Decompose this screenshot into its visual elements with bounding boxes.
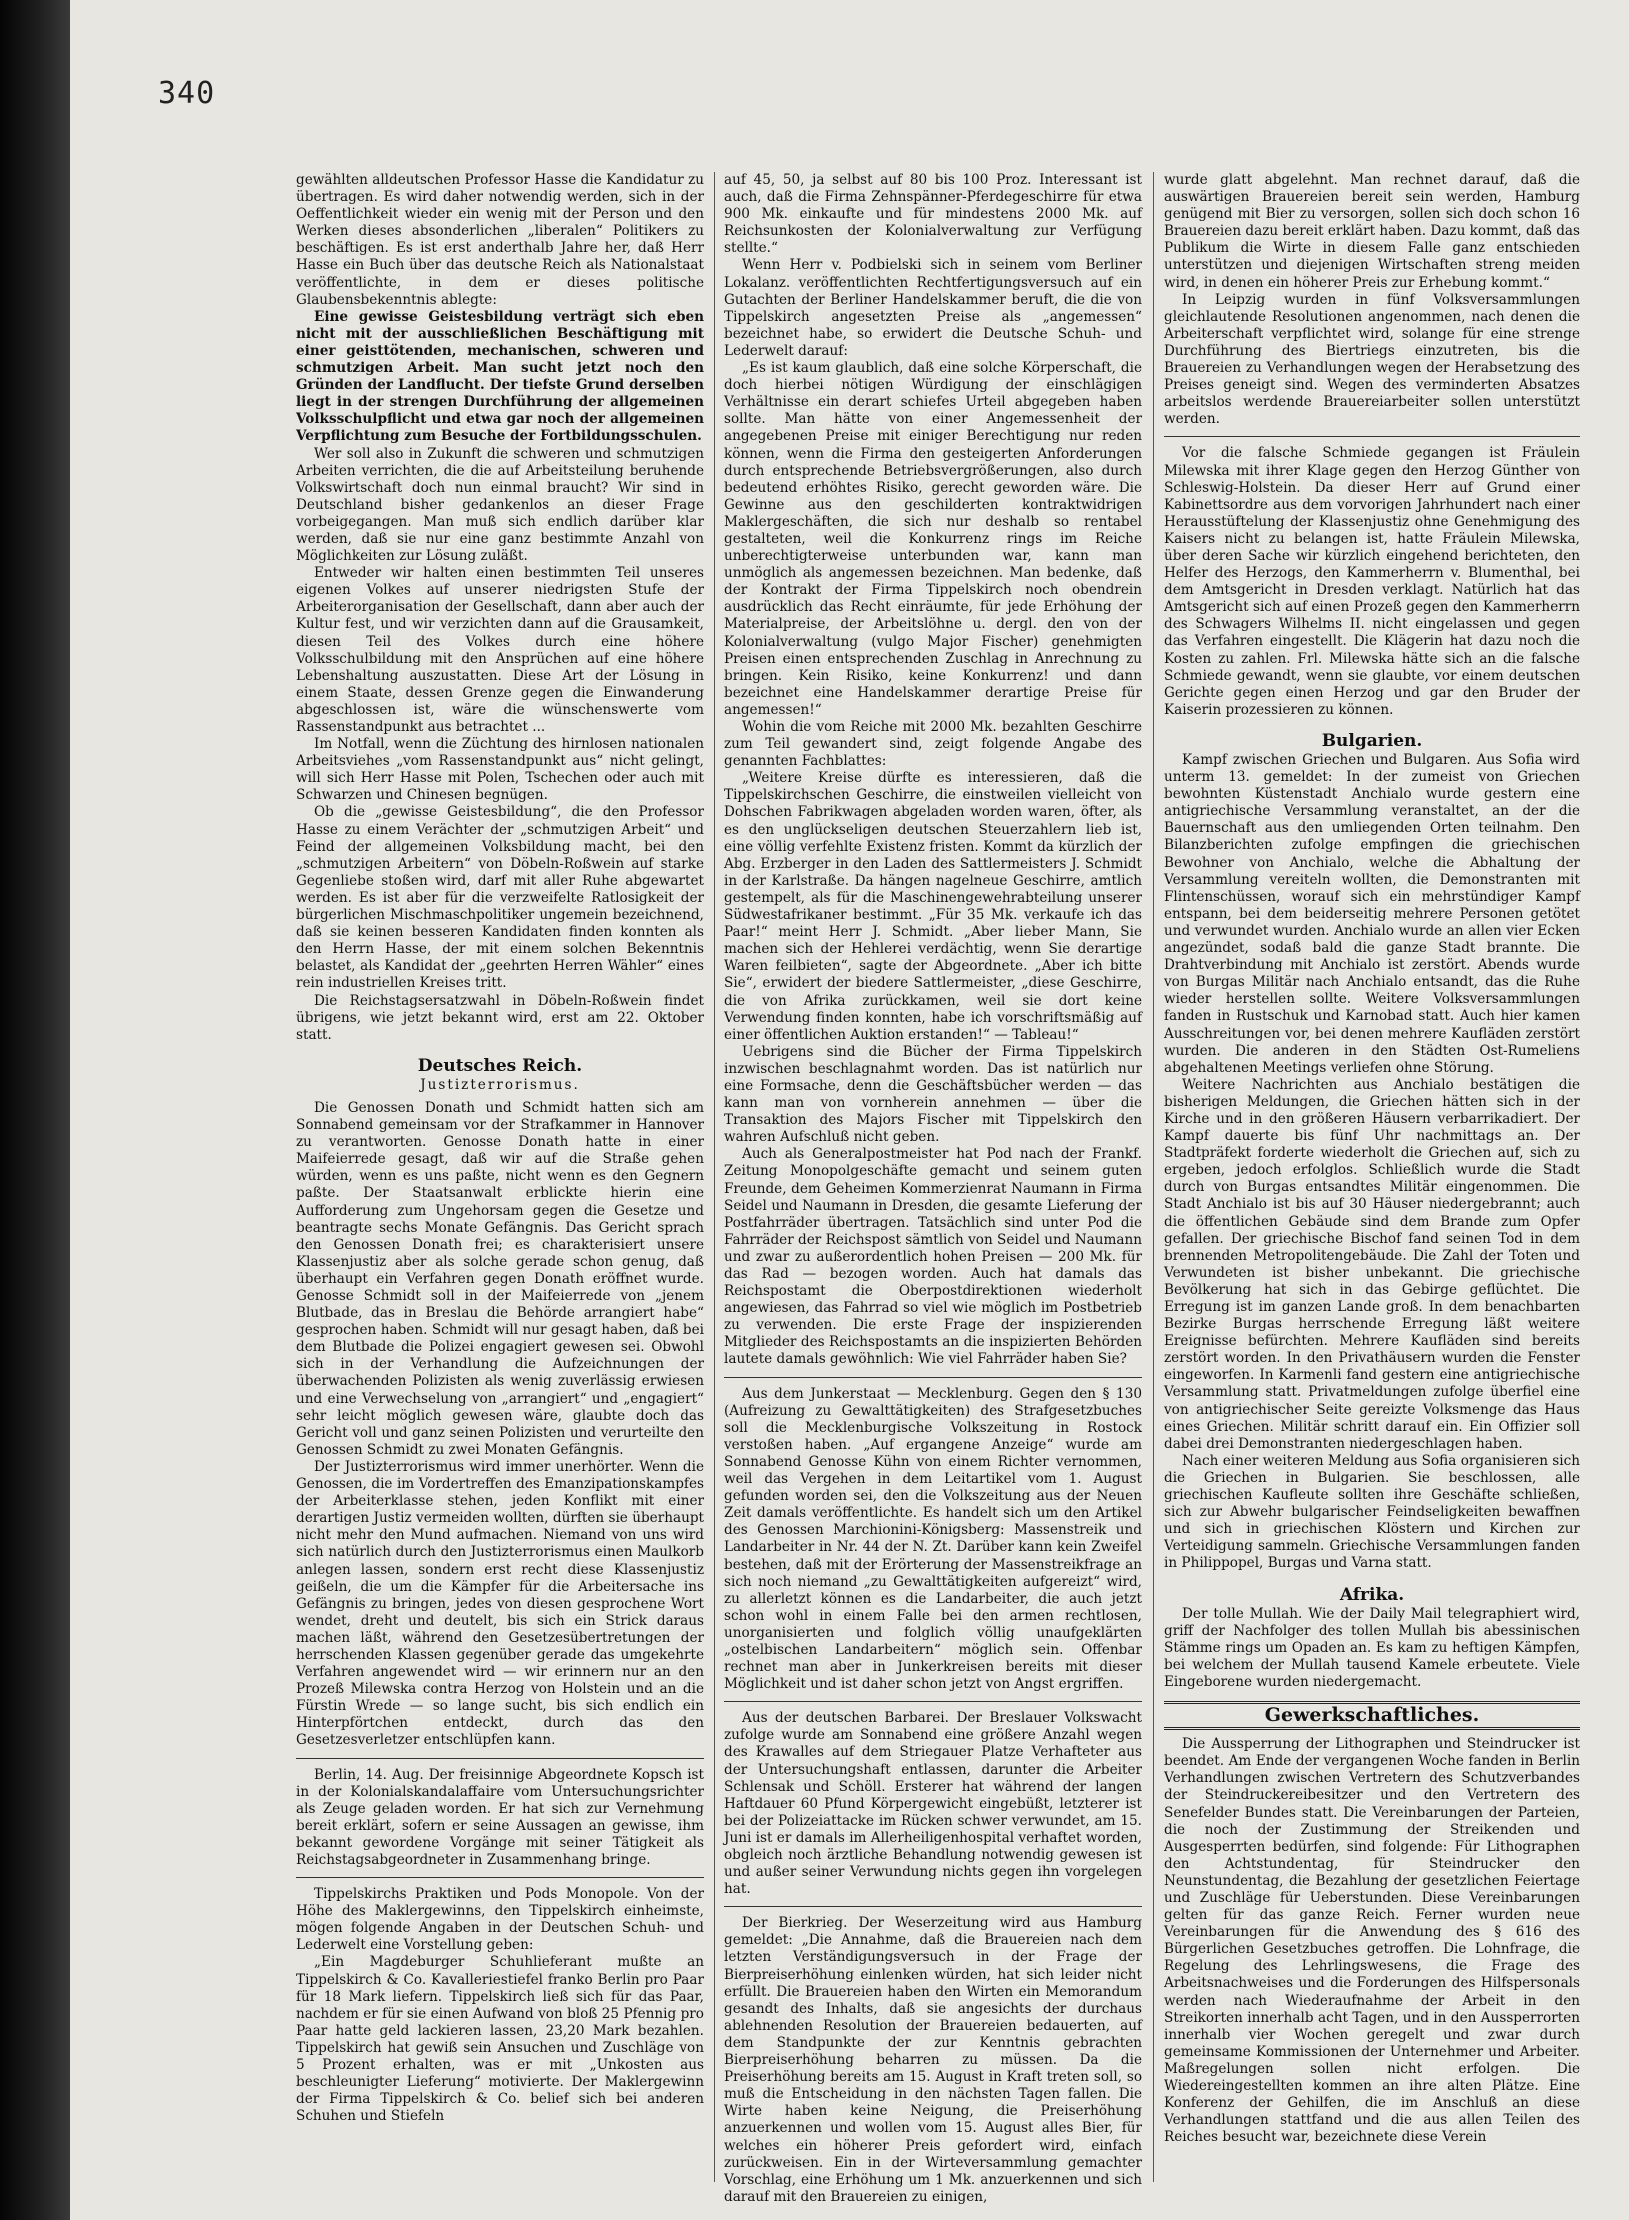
paragraph: Die Aussperrung der Lithographen und Steindrucker ist beendet. Am Ende der vergangenen Woche fanden in Berlin Verhandlungen zwischen Vertretern des Schutzverbandes der Steindruckereibesitzer und den Vertretern des Senefelder Bundes statt. Die Vereinbarungen der Parteien, die noch der Zustimmung der Streikenden und Ausgesperrten bedürfen, sind folgende: Für Lithographen den Achtstundentag, für Steindrucker den Neunstundentag, die Bezahlung der gesetzlichen Feiertage und Zuschläge für Ueberstunden. Diese Vereinbarungen gelten für das ganze Reich. Ferner wurden neue Vereinbarungen für die Anwendung des § 616 des Bürgerlichen Gesetzbuches getroffen. Die Lohnfrage, die Regelung des Lehrlingswesens, die Frage des Arbeitsnachweises und die Forderungen des Hilfspersonals werden nach Wiederaufnahme der Arbeit in den Streikorten innerhalb acht Tagen, und in den Aussperrorten innerhalb vier Wochen geregelt und zwar durch gemeinsame Kommissionen der Unternehmer und Arbeiter. Maßregelungen sollen nicht erfolgen. Die Wiedereingestellten kommen an ihre alten Plätze. Eine Konferenz der Gehilfen, die im Anschluß an diese Verhandlungen stattfand und die aus allen Teilen des Reiches besucht war, bezeichnete diese Verein xyxy=(1164,1736,1580,2146)
quote-paragraph: Wer soll also in Zukunft die schweren und schmutzigen Arbeiten verrichten, die die auf Arbeitsteilung beruhende Volkswirtschaft doch nun einmal braucht? Wir sind in Deutschland bisher gedankenlos an dieser Frage vorbeigegangen. Man muß sich endlich darüber klar werden, daß sie nur eine ganz bestimmte Anzahl von Möglichkeiten zur Lösung zuläßt. xyxy=(296,445,704,565)
paragraph: Wohin die vom Reiche mit 2000 Mk. bezahlten Geschirre zum Teil gewandert sind, zeigt folgende Angabe des genannten Fachblattes: xyxy=(724,719,1142,770)
paragraph: Uebrigens sind die Bücher der Firma Tippelskirch inzwischen beschlagnahmt worden. Das ist natürlich nur eine Formsache, denn die Geschäftsbücher werden — das kann man von vornherein annehmen — über die Transaktion des Majors Fischer mit Tippelskirch den wahren Aufschluß nicht geben. xyxy=(724,1043,1142,1146)
column-rule-2 xyxy=(1153,172,1154,2182)
separator xyxy=(296,1877,704,1878)
paragraph: Ob die „gewisse Geistesbildung“, die den Professor Hasse zu einem Verächter der „schmutzigen Arbeit“ und Feind der allgemeinen Volksbildung macht, bei den „schmutzigen Arbeitern“ von Döbeln-Roßwein auf starke Gegenliebe stoßen wird, darf mit aller Ruhe abgewartet werden. Es ist aber für die verzweifelte Ratlosigkeit der bürgerlichen Mischmaschpolitiker ungemein bezeichnend, daß sie keinen besseren Kandidaten finden konnten als den Herrn Hasse, der mit einem solchen Bekenntnis belastet, als Kandidat der „geehrten Herren Wähler“ eines rein industriellen Kreises tritt. xyxy=(296,804,704,992)
paragraph: Aus dem Junkerstaat — Mecklenburg. Gegen den § 130 (Aufreizung zu Gewalttätigkeiten) des Strafgesetzbuches soll die Mecklenburgische Volkszeitung in Rostock verstoßen haben. „Auf ergangene Anzeige“ wurde am Sonnabend Genosse Kühn von einem Richter vernommen, weil das Vergehen in dem Leitartikel vom 1. August gefunden worden sei, den die Volkszeitung aus der Neuen Zeit damals veröffentlichte. Es handelt sich um den Artikel des Genossen Marchionini-Königsberg: Massenstreik und Landarbeiter in Nr. 44 der N. Zt. Darüber kann kein Zweifel bestehen, daß mit der Erörterung der Massenstreikfrage an sich noch niemand „zu Gewalttätigkeiten aufgereizt“ wird, zu allerletzt können es die Landarbeiter, die auch jetzt schon wohl in einem Falle bei den armen rechtlosen, unorganisierten und folglich völlig unaufgeklärten „ostelbischen Landarbeitern“ möglich sein. Offenbar rechnet man aber in Junkerkreisen bereits mit dieser Möglichkeit und ist daher schon jetzt von Angst ergriffen. xyxy=(724,1385,1142,1693)
quote-paragraph: Eine gewisse Geistesbildung verträgt sich eben nicht mit der ausschließlichen Beschäftigung mit einer geisttötenden, mechanischen, schweren und schmutzigen Arbeit. Man sucht jetzt noch den Gründen der Landflucht. Der tiefste Grund derselben liegt in der strengen Durchführung der allgemeinen Volksschulpflicht und etwa gar noch der allgemeinen Verpflichtung zum Besuche der Fortbildungsschulen. xyxy=(296,308,704,445)
separator xyxy=(724,1377,1142,1378)
paragraph: Der tolle Mullah. Wie der Daily Mail telegraphiert wird, griff der Nachfolger des tollen Mullah bis abessinischen Stämme rings um Opaden an. Es kam zu heftigen Kämpfen, bei welchem der Mullah tausend Kamele erbeutete. Viele Eingeborene wurden niedergemacht. xyxy=(1164,1605,1580,1690)
section-heading-gewerkschaftliches: Gewerkschaftliches. xyxy=(1164,1701,1580,1730)
separator xyxy=(1164,436,1580,437)
paragraph: Der Bierkrieg. Der Weserzeitung wird aus Hamburg gemeldet: „Die Annahme, daß die Brauereien nach dem letzten Verständigungsversuch in der Frage der Bierpreiserhöhung einlenken würden, hat sich leider nicht erfüllt. Die Brauereien haben den Wirten ein Memorandum gesandt des Inhalts, daß sie angesichts der durchaus ablehnenden Resolution der Brauereien bedauerten, auf dem Standpunkte der zur Kenntnis gebrachten Bierpreiserhöhung beharren zu müssen. Da die Preiserhöhung bereits am 15. August in Kraft treten soll, so muß die Entscheidung in den nächsten Tagen fallen. Die Wirte haben keine Neigung, die Preiserhöhung anzuerkennen und wollen vom 15. August alles Bier, für welches ein höherer Preis gefordert wird, einfach zurückweisen. Ein in der Wirteversammlung gemachter Vorschlag, eine Erhöhung um 1 Mk. anzuerkennen und sich darauf mit den Brauereien zu einigen, xyxy=(724,1915,1142,2205)
section-heading-afrika: Afrika. xyxy=(1339,1584,1405,1605)
paragraph: Im Notfall, wenn die Züchtung des hirnlosen nationalen Arbeitsviehes „vom Rassenstandpunkt aus“ nicht gelingt, will sich Herr Hasse mit Polen, Tschechen oder auch mit Schwarzen und Chinesen begnügen. xyxy=(296,736,704,804)
separator xyxy=(724,1701,1142,1702)
paragraph: Auch als Generalpostmeister hat Pod nach der Frankf. Zeitung Monopolgeschäfte gemacht und seinem guten Freunde, dem Geheimen Kommerzienrat Naumann in Firma Seidel und Naumann in Dresden, die gesamte Lieferung der Postfahrräder übertragen. Tatsächlich sind unter Pod die Fahrräder der Reichspost sämtlich von Seidel und Naumann und zwar zu außerordentlich hohen Preisen — 200 Mk. für das Rad — bezogen worden. Auch hat damals das Reichspostamt die Oberpostdirektionen wiederholt angewiesen, das Fahrrad so viel wie möglich im Postbetrieb zu verwenden. Die erste Frage der inspizierenden Mitglieder des Reichspostamts an die inspizierten Behörden lautete damals gewöhnlich: Wie viel Fahrräder haben Sie? xyxy=(724,1146,1142,1368)
paragraph: Vor die falsche Schmiede gegangen ist Fräulein Milewska mit ihrer Klage gegen den Herzog Günther von Schleswig-Holstein. Da dieser Herr auf Grund einer Kabinettsordre aus dem vorvorigen Jahrhundert nach einer Herausstüftelung der Klassenjustiz ohne Genehmigung des Kaisers nicht zu belangen ist, hatte Fräulein Milewska, über deren Sache wir kürzlich eingehend berichteten, den Helfer des Herzogs, den Kammerherrn v. Blumenthal, bei dem Amtsgericht in Dresden verklagt. Natürlich hat das Amtsgericht sich auf einen Prozeß gegen den Kammerherrn des Schwagers Wilhelms II. nicht eingelassen und gegen das Verfahren eingestellt. Die Klägerin hat dazu noch die Kosten zu zahlen. Frl. Milewska hätte sich an die falsche Schmiede gewandt, wenn sie glaubte, vor einem deutschen Gerichte gegen einen Herzog und gar den Bruder der Kaiserin prozessieren zu können. xyxy=(1164,445,1580,718)
page-number: 340 xyxy=(158,76,216,111)
book-binding-edge xyxy=(0,0,70,2220)
paragraph: auf 45, 50, ja selbst auf 80 bis 100 Proz. Interessant ist auch, daß die Firma Zehnspänner-Pferdegeschirre für etwa 900 Mk. einkaufte und für mindestens 2000 Mk. auf Reichsunkosten der Kolonialverwaltung zur Verfügung stellte.“ xyxy=(724,172,1142,257)
quote-paragraph: „Ein Magdeburger Schuhlieferant mußte an Tippelskirch & Co. Kavalleriestiefel franko Berlin pro Paar für 18 Mark liefern. Tippelskirch ließ sich für das Paar, nachdem er für sie einen Aufwand von bloß 25 Pfennig pro Paar hatte geld lackieren lassen, 23,20 Mark bezahlen. Tippelskirch hat gewiß sein Ansuchen und Zuschläge von 5 Prozent erhalten, was er mit „Unkosten aus beschleunigter Lieferung“ motivierte. Der Maklergewinn der Firma Tippelskirch & Co. belief sich bei anderen Schuhen und Stiefeln xyxy=(296,1954,704,2125)
paragraph: Kampf zwischen Griechen und Bulgaren. Aus Sofia wird unterm 13. gemeldet: In der zumeist von Griechen bewohnten Küstenstadt Anchialo wurde gestern eine antigriechische Versammlung veranstaltet, an der die Bauernschaft aus den umliegenden Orten teilnahm. Den Bilanzberichten zufolge empfingen die griechischen Bewohner von Anchialo, welche die Abhaltung der Versammlung vereiteln wollten, die Demonstranten mit Flintenschüssen, worauf sich ein mehrstündiger Kampf entspann, bei dem beiderseitig mehrere Personen getötet und verwundet wurden. Anchialo wurde an allen vier Ecken angezündet, sodaß bald die ganze Stadt brannte. Die Drahtverbindung mit Anchialo ist zerstört. Abends wurde von Burgas Militär nach Anchialo entsandt, das die Ruhe wieder herstellen sollte. Weitere Volksversammlungen fanden in Rustschuk und Karnobad statt. Auch hier kamen Ausschreitungen vor, bei denen mehrere Kaufläden zerstört wurden. Die anderen in den Städten Ost-Rumeliens abgehaltenen Meetings verliefen ohne Störung. xyxy=(1164,752,1580,1076)
section-heading-deutsches-reich: Deutsches Reich. xyxy=(417,1055,583,1076)
paragraph: In Leipzig wurden in fünf Volksversammlungen gleichlautende Resolutionen angenommen, nach denen die Arbeiterschaft verpflichtet wird, solange für eine strenge Durchführung des Biertriegs einzutreten, bis die Brauereien zu Verhandlungen wegen der Herabsetzung des Preises geneigt sind. Wegen des verminderten Absatzes arbeitslos werdende Brauereiarbeiter sollen unterstützt werden. xyxy=(1164,291,1580,428)
paragraph: Aus der deutschen Barbarei. Der Breslauer Volkswacht zufolge wurde am Sonnabend eine größere Anzahl wegen des Krawalles auf dem Striegauer Platze Verhafteter aus der Untersuchungshaft entlassen, darunter die Arbeiter Schlensak und Schöll. Ersterer hat während der langen Haftdauer 60 Pfund Körpergewicht eingebüßt, letzterer ist bei der Polizeiattacke im Rücken schwer verwundet, am 15. Juni ist er damals im Allerheiligenhospital verhaftet worden, obgleich noch ärztliche Behandlung notwendig gewesen ist und außer seiner Verwundung nichts gegen ihn vorgelegen hat. xyxy=(724,1710,1142,1898)
paragraph: Berlin, 14. Aug. Der freisinnige Abgeordnete Kopsch ist in der Kolonialskandalaffaire vom Untersuchungsrichter als Zeuge geladen worden. Er hat sich zur Vernehmung bereit erklärt, sofern er seine Aussagen an gewisse, ihm bekannt gewordene Vorgänge mit seiner Tätigkeit als Reichstagsabgeordneter in Zusammenhang bringe. xyxy=(296,1766,704,1868)
quote-paragraph: Entweder wir halten einen bestimmten Teil unseres eigenen Volkes auf unserer niedrigsten Stufe der Arbeiterorganisation der Gesellschaft, dann aber auch der Kultur fest, und wir verzichten dann auf die Grausamkeit, diesen Teil des Volkes durch eine höhere Volksschulbildung mit den Ansprüchen auf eine höhere Lebenshaltung auszustatten. Diese Art der Lösung in einem Staate, dessen Grenze gegen die Einwanderung abgeschlossen ist, wäre die wünschenswerte vom Rassenstandpunkt aus betrachtet ... xyxy=(296,565,704,735)
paragraph: Der Justizterrorismus wird immer unerhörter. Wenn die Genossen, die im Vordertreffen des Emanzipationskampfes der Arbeiterklasse stehen, jeden Konflikt mit einer derartigen Justiz vermeiden wollten, dürften sie überhaupt nicht mehr den Mund aufmachen. Niemand von uns wird sich natürlich durch den Justizterrorismus einen Maulkorb anlegen lassen, sondern erst recht diese Klassenjustiz geißeln, die um die Kämpfer für die Arbeitersache ins Gefängnis zu bringen, jedes von diesen gesprochene Wort wendet, dreht und deutelt, bis sich ein Strick daraus machen läßt, während den Gesetzesübertretungen der herrschenden Klassen gegenüber gerade das umgekehrte Verfahren angewendet wird — wir erinnern nur an den Prozeß Milewska contra Herzog von Holstein und an die Fürstin Wrede — so lange sucht, bis sich endlich ein Hinterpförtchen entdeckt, durch das den Gesetzesverletzer entschlüpfen kann. xyxy=(296,1458,704,1749)
section-heading-bulgarien: Bulgarien. xyxy=(1321,730,1423,751)
paragraph: Tippelskirchs Praktiken und Pods Monopole. Von der Höhe des Maklergewinns, den Tippelskirch einheimste, mögen folgende Angaben in der Deutschen Schuh- und Lederwelt eine Vorstellung geben: xyxy=(296,1886,704,1954)
column-rule-1 xyxy=(714,172,715,2182)
column-2 xyxy=(724,172,1142,2205)
separator xyxy=(296,1758,704,1759)
paragraph: wurde glatt abgelehnt. Man rechnet darauf, daß die auswärtigen Brauereien bereit sein werden, Hamburg genügend mit Bier zu versorgen, sollen sich doch schon 16 Brauereien dazu bereit erklärt haben. Dazu kommt, daß das Publikum die Wirte in diesem Falle ganz entschieden unterstützen und diejenigen Wirtschaften streng meiden wird, in denen ein höherer Preis zur Erhebung kommt.“ xyxy=(1164,172,1580,291)
paragraph: Weitere Nachrichten aus Anchialo bestätigen die bisherigen Meldungen, die Griechen hätten sich in der Kirche und in den größeren Häusern verbarrikadiert. Der Kampf dauerte bis fünf Uhr nachmittags an. Der Stadtpräfekt forderte wiederholt die Griechen auf, sich zu ergeben, jedoch erfolglos. Schließlich wurde die Stadt durch von Burgas entsandtes Militär eingenommen. Die Stadt Anchialo ist bis auf 30 Häuser niedergebrannt; auch die öffentlichen Gebäude sind dem Brande zum Opfer gefallen. Der griechische Bischof fand seinen Tod in dem brennenden Metropolitengebäude. Die Zahl der Toten und Verwundeten ist bisher unbekannt. Die griechische Bevölkerung hat sich in das Gebirge geflüchtet. Die Erregung ist im ganzen Lande groß. In dem benachbarten Bezirke Burgas herrschende Erregung läßt weitere Ereignisse befürchten. Mehrere Kaufläden sind bereits zerstört worden. In den Privathäusern wurden die Fenster eingeworfen. In Karmenli fand gestern eine antigriechische Versammlung statt. Privatmeldungen zufolge überfiel eine von antigriechischer Seite gereizte Volksmenge das Haus eines Griechen. Militär schritt darauf ein. Ein Offizier soll dabei drei Demonstranten niedergeschlagen haben. xyxy=(1164,1076,1580,1452)
paragraph: Nach einer weiteren Meldung aus Sofia organisieren sich die Griechen in Bulgarien. Sie beschlossen, alle griechischen Kaufleute sollten ihre Geschäfte schließen, sich zur Abwehr bulgarischer Feindseligkeiten bewaffnen und sich in griechischen Klöstern und Kirchen zur Verteidigung sammeln. Griechische Versammlungen fanden in Philippopel, Burgas und Varna statt. xyxy=(1164,1452,1580,1572)
column-1 xyxy=(296,172,704,2182)
paragraph: Wenn Herr v. Podbielski sich in seinem vom Berliner Lokalanz. veröffentlichten Rechtfertigungsversuch auf ein Gutachten der Berliner Handelskammer beruft, die die von Tippelskirch angesetzten Preise als „angemessen“ bezeichnet habe, so erwidert die Deutsche Schuh- und Lederwelt darauf: xyxy=(724,257,1142,359)
quote-paragraph: „Weitere Kreise dürfte es interessieren, daß die Tippelskirchschen Geschirre, die einstweilen vielleicht von Dohschen Fabrikwagen abgeladen worden waren, öfter, als es den unglückseligen deutschen Steuerzahlern lieb ist, eine völlig verfehlte Existenz fristen. Kommt da kürzlich der Abg. Erzberger in den Laden des Sattlermeisters J. Schmidt in der Karlstraße. Da hängen nagelneue Geschirre, amtlich gestempelt, als für die Maschinengewehrabteilung unserer Südwestafrikaner bestimmt. „Für 35 Mk. verkaufe ich das Paar!“ meint Herr J. Schmidt. „Aber lieber Mann, Sie machen sich der Hehlerei verdächtig, wenn Sie derartige Waren feilbieten“, sagte der Abgeordnete. „Aber ich bitte Sie“, erwidert der biedere Sattlermeister, „diese Geschirre, die von Afrika zurückkamen, weil sie dort keine Verwendung finden konnten, habe ich vorschriftsmäßig auf einer öffentlichen Auktion erstanden!“ — Tableau!“ xyxy=(724,770,1142,1043)
column-3 xyxy=(1164,172,1580,2182)
separator xyxy=(724,1906,1142,1907)
paragraph: Die Reichstagsersatzwahl in Döbeln-Roßwein findet übrigens, wie jetzt bekannt wird, erst am 22. Oktober statt. xyxy=(296,992,704,1043)
article-title-justizterrorismus: Justizterrorismus. xyxy=(420,1076,580,1093)
quote-paragraph: „Es ist kaum glaublich, daß eine solche Körperschaft, die doch hierbei nötigen Würdigung der einschlägigen Verhältnisse ein derart schiefes Urteil abgegeben haben sollte. Man hätte von einer Angemessenheit der angegebenen Preise mit einiger Berechtigung nur reden können, wenn die Firma den gesteigerten Anforderungen durch entsprechende Betriebsvergrößerungen, also durch bedeutend erhöhtes Risiko, gerecht geworden wäre. Die Gewinne aus den geschilderten kontraktwidrigen Maklergeschäften, die sich nur deshalb so rentabel gestalteten, weil die Konkurrenz rings im Reiche unberechtigterweise unterbunden war, kann man unmöglich als angemessen bezeichnen. Man bedenke, daß der Kontrakt der Firma Tippelskirch noch obendrein ausdrücklich das Recht einräumte, für jede Erhöhung der Materialpreise, der Arbeitslöhne u. dergl. den von der Kolonialverwaltung (vulgo Major Fischer) genehmigten Preisen einen entsprechenden Zuschlag in Anrechnung zu bringen. Kein Risiko, keine Konkurrenz! und dann bezeichnet eine Handelskammer derartige Preise für angemessen!“ xyxy=(724,360,1142,718)
paragraph: Die Genossen Donath und Schmidt hatten sich am Sonnabend gemeinsam vor der Strafkammer in Hannover zu verantworten. Genosse Donath hatte in einer Maifeierrede gesagt, daß wir auf die Straße gehen würden, wenn es uns paßte, nicht wenn es den Gegnern paßte. Der Staatsanwalt erblickte hierin eine Aufforderung zum Ungehorsam gegen die Gesetze und beantragte sechs Monate Gefängnis. Das Gericht sprach den Genossen Donath frei; es charakterisiert unsere Klassenjustiz aber als solche gerade schon genug, daß überhaupt ein Verfahren gegen Donath eröffnet wurde. Genosse Schmidt soll in der Maifeierrede von „jenem Blutbade, das in Breslau die Behörde arrangiert habe“ gesprochen haben. Schmidt will nur gesagt haben, daß bei dem Blutbade die Polizei engagiert gewesen sei. Obwohl sich in der Verhandlung die Aufzeichnungen der überwachenden Polizisten als wenig zuverlässig erwiesen und eine Verwechselung von „arrangiert“ und „engagiert“ sehr leicht möglich gewesen wäre, glaubte doch das Gericht voll und ganz seinen Polizisten und verurteilte den Genossen Schmidt zu zwei Monaten Gefängnis. xyxy=(296,1099,704,1458)
paragraph: gewählten alldeutschen Professor Hasse die Kandidatur zu übertragen. Es wird daher notwendig werden, sich in der Oeffentlichkeit wieder ein wenig mit der Person und den Werken dieses absonderlichen „liberalen“ Politikers zu beschäftigen. Es ist erst anderthalb Jahre her, daß Herr Hasse ein Buch über das deutsche Reich als Nationalstaat veröffentlichte, in dem er dieses politische Glaubensbekenntnis ablegte: xyxy=(296,172,704,308)
